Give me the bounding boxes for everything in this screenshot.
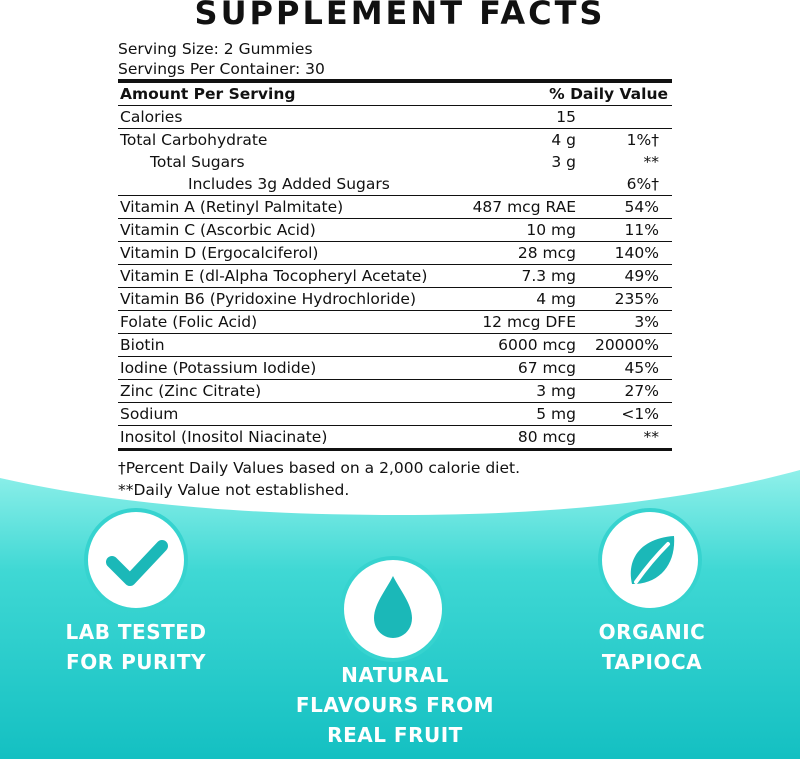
nutrient-name: Zinc (Zinc Citrate) — [120, 382, 262, 400]
nutrient-amount: 80 mcg — [517, 428, 576, 446]
nutrient-name: Vitamin A (Retinyl Palmitate) — [120, 198, 344, 216]
table-row — [118, 425, 672, 451]
nutrient-name: Includes 3g Added Sugars — [188, 175, 390, 193]
table-row — [118, 379, 672, 402]
amount-header: Amount Per Serving — [120, 85, 296, 103]
nutrient-name: Biotin — [120, 336, 165, 354]
nutrient-name: Total Carbohydrate — [120, 131, 268, 149]
nutrient-name: Vitamin E (dl-Alpha Tocopheryl Acetate) — [120, 267, 428, 285]
page-title: SUPPLEMENT FACTS — [194, 0, 606, 32]
nutrient-daily-value: 6%† — [626, 175, 659, 193]
nutrient-daily-value: <1% — [621, 405, 659, 423]
table-row — [118, 241, 672, 264]
nutrient-daily-value: 235% — [614, 290, 659, 308]
nutrient-name: Inositol (Inositol Niacinate) — [120, 428, 328, 446]
nutrient-daily-value: 54% — [624, 198, 659, 216]
nutrient-name: Vitamin B6 (Pyridoxine Hydrochloride) — [120, 290, 416, 308]
nutrient-name: Iodine (Potassium Iodide) — [120, 359, 317, 377]
nutrient-daily-value: ** — [643, 153, 659, 171]
table-row — [118, 151, 672, 173]
nutrient-amount: 5 mg — [536, 405, 576, 423]
table-row — [118, 287, 672, 310]
badge-natural-flavours — [280, 660, 510, 750]
nutrient-amount: 487 mcg RAE — [472, 198, 576, 216]
supplement-facts-panel — [118, 40, 672, 501]
nutrient-name: Total Sugars — [150, 153, 245, 171]
nutrient-daily-value: 1%† — [626, 131, 659, 149]
daily-value-header: % Daily Value — [549, 85, 668, 103]
nutrient-daily-value: 20000% — [594, 336, 659, 354]
badge-circle-organic-tapioca — [596, 506, 704, 614]
badge-line: NATURAL — [341, 663, 449, 687]
nutrient-amount: 12 mcg DFE — [482, 313, 576, 331]
table-row — [118, 173, 672, 195]
badge-organic-tapioca — [552, 617, 752, 677]
nutrient-daily-value: 11% — [624, 221, 659, 239]
nutrient-amount: 6000 mcg — [498, 336, 576, 354]
nutrient-amount: 3 g — [551, 153, 576, 171]
nutrient-name: Calories — [120, 108, 183, 126]
badge-line: REAL FRUIT — [327, 723, 463, 747]
badge-circle-natural-flavours — [338, 554, 448, 664]
footnote-daily-values: †Percent Daily Values based on a 2,000 calorie diet. — [118, 459, 521, 477]
nutrient-name: Vitamin D (Ergocalciferol) — [120, 244, 319, 262]
nutrient-daily-value: ** — [643, 428, 659, 446]
table-row — [118, 128, 672, 151]
nutrient-daily-value: 140% — [614, 244, 659, 262]
nutrient-amount: 10 mg — [526, 221, 576, 239]
nutrient-daily-value: 45% — [624, 359, 659, 377]
nutrient-amount: 4 mg — [536, 290, 576, 308]
badge-lab-tested — [36, 617, 236, 677]
nutrient-amount: 3 mg — [536, 382, 576, 400]
badge-line: TAPIOCA — [601, 650, 703, 674]
badge-line: FLAVOURS FROM — [295, 693, 495, 717]
table-row — [118, 310, 672, 333]
badge-circle-lab-tested — [82, 506, 190, 614]
table-row — [118, 402, 672, 425]
badge-line: ORGANIC — [598, 620, 706, 644]
table-row — [118, 195, 672, 218]
nutrient-rows — [118, 105, 672, 451]
nutrient-name: Folate (Folic Acid) — [120, 313, 258, 331]
table-row — [118, 264, 672, 287]
nutrient-amount: 67 mcg — [517, 359, 576, 377]
table-row — [118, 333, 672, 356]
nutrient-name: Vitamin C (Ascorbic Acid) — [120, 221, 316, 239]
badge-line: FOR PURITY — [66, 650, 206, 674]
nutrient-amount: 15 — [556, 108, 576, 126]
nutrient-amount: 7.3 mg — [521, 267, 576, 285]
nutrient-daily-value: 49% — [624, 267, 659, 285]
table-row — [118, 218, 672, 241]
table-header — [118, 83, 672, 105]
footnote-not-established: **Daily Value not established. — [118, 481, 350, 499]
table-row — [118, 356, 672, 379]
badge-line: LAB TESTED — [65, 620, 207, 644]
servings-per-container: Servings Per Container: 30 — [118, 59, 325, 78]
nutrient-amount: 4 g — [551, 131, 576, 149]
serving-size: Serving Size: 2 Gummies — [118, 40, 313, 58]
footnotes — [118, 457, 672, 501]
nutrient-daily-value: 27% — [624, 382, 659, 400]
nutrient-daily-value: 3% — [634, 313, 659, 331]
table-row — [118, 105, 672, 128]
nutrient-name: Sodium — [120, 405, 179, 423]
nutrient-amount: 28 mcg — [517, 244, 576, 262]
